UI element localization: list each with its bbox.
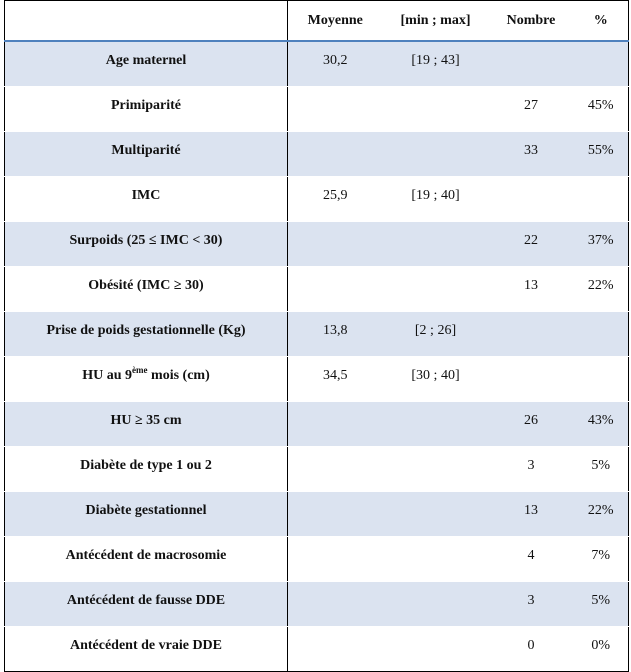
cell-minmax	[383, 402, 489, 447]
cell-nombre	[489, 357, 574, 402]
cell-minmax	[383, 447, 489, 492]
cell-nombre: 0	[489, 627, 574, 672]
row-label	[5, 357, 288, 402]
row-label: Diabète gestationnel	[5, 492, 288, 537]
cell-minmax	[383, 267, 489, 312]
cell-minmax: [19 ; 40]	[383, 177, 489, 222]
cell-pct: 22%	[574, 267, 629, 312]
cell-minmax	[383, 132, 489, 177]
cell-moyenne: 13,8	[288, 312, 383, 357]
cell-moyenne	[288, 402, 383, 447]
cell-pct: 55%	[574, 132, 629, 177]
cell-pct	[574, 357, 629, 402]
cell-moyenne: 30,2	[288, 41, 383, 87]
row-label: Surpoids (25 ≤ IMC < 30)	[5, 222, 288, 267]
cell-nombre	[489, 177, 574, 222]
cell-moyenne	[288, 87, 383, 132]
table-row	[5, 41, 629, 87]
row-label: Diabète de type 1 ou 2	[5, 447, 288, 492]
cell-nombre: 33	[489, 132, 574, 177]
cell-pct: 5%	[574, 582, 629, 627]
table-row	[5, 177, 629, 222]
cell-nombre: 3	[489, 582, 574, 627]
cell-pct: 0%	[574, 627, 629, 672]
cell-minmax	[383, 222, 489, 267]
cell-nombre: 27	[489, 87, 574, 132]
header-nombre: Nombre	[489, 1, 574, 42]
cell-minmax: [30 ; 40]	[383, 357, 489, 402]
cell-minmax	[383, 87, 489, 132]
cell-moyenne: 25,9	[288, 177, 383, 222]
cell-pct: 5%	[574, 447, 629, 492]
table-row	[5, 132, 629, 177]
cell-moyenne	[288, 447, 383, 492]
row-label: Antécédent de macrosomie	[5, 537, 288, 582]
cell-nombre: 4	[489, 537, 574, 582]
cell-nombre: 26	[489, 402, 574, 447]
cell-minmax: [19 ; 43]	[383, 41, 489, 87]
table-row	[5, 582, 629, 627]
table-row	[5, 492, 629, 537]
cell-moyenne	[288, 582, 383, 627]
row-label-post: mois (cm)	[147, 368, 210, 383]
cell-minmax: [2 ; 26]	[383, 312, 489, 357]
row-label: IMC	[5, 177, 288, 222]
table-row	[5, 312, 629, 357]
table-row	[5, 87, 629, 132]
data-table	[4, 0, 629, 672]
cell-pct: 43%	[574, 402, 629, 447]
header-row	[5, 1, 629, 42]
cell-moyenne: 34,5	[288, 357, 383, 402]
table-row	[5, 537, 629, 582]
cell-nombre	[489, 312, 574, 357]
cell-moyenne	[288, 627, 383, 672]
cell-minmax	[383, 582, 489, 627]
table-row	[5, 267, 629, 312]
cell-minmax	[383, 537, 489, 582]
header-moyenne: Moyenne	[288, 1, 383, 42]
row-label-sup: ème	[132, 365, 148, 375]
cell-nombre: 13	[489, 492, 574, 537]
cell-pct: 22%	[574, 492, 629, 537]
cell-moyenne	[288, 537, 383, 582]
cell-minmax	[383, 627, 489, 672]
row-label-pre: HU au 9	[82, 368, 133, 383]
cell-pct	[574, 312, 629, 357]
header-pct: %	[574, 1, 629, 42]
row-label: Age maternel	[5, 41, 288, 87]
row-label: Multiparité	[5, 132, 288, 177]
row-label: Antécédent de fausse DDE	[5, 582, 288, 627]
table-row	[5, 222, 629, 267]
cell-moyenne	[288, 222, 383, 267]
cell-pct	[574, 177, 629, 222]
header-minmax: [min ; max]	[383, 1, 489, 42]
cell-nombre	[489, 41, 574, 87]
cell-minmax	[383, 492, 489, 537]
table-row	[5, 627, 629, 672]
cell-nombre: 13	[489, 267, 574, 312]
row-label: Prise de poids gestationnelle (Kg)	[5, 312, 288, 357]
cell-pct: 45%	[574, 87, 629, 132]
table-row	[5, 402, 629, 447]
table-row	[5, 447, 629, 492]
cell-nombre: 22	[489, 222, 574, 267]
cell-moyenne	[288, 132, 383, 177]
table-row	[5, 357, 629, 402]
row-label: Antécédent de vraie DDE	[5, 627, 288, 672]
cell-pct	[574, 41, 629, 87]
cell-pct: 37%	[574, 222, 629, 267]
cell-moyenne	[288, 492, 383, 537]
row-label: HU ≥ 35 cm	[5, 402, 288, 447]
header-label	[5, 1, 288, 42]
cell-moyenne	[288, 267, 383, 312]
row-label: Primiparité	[5, 87, 288, 132]
cell-pct: 7%	[574, 537, 629, 582]
cell-nombre: 3	[489, 447, 574, 492]
row-label: Obésité (IMC ≥ 30)	[5, 267, 288, 312]
